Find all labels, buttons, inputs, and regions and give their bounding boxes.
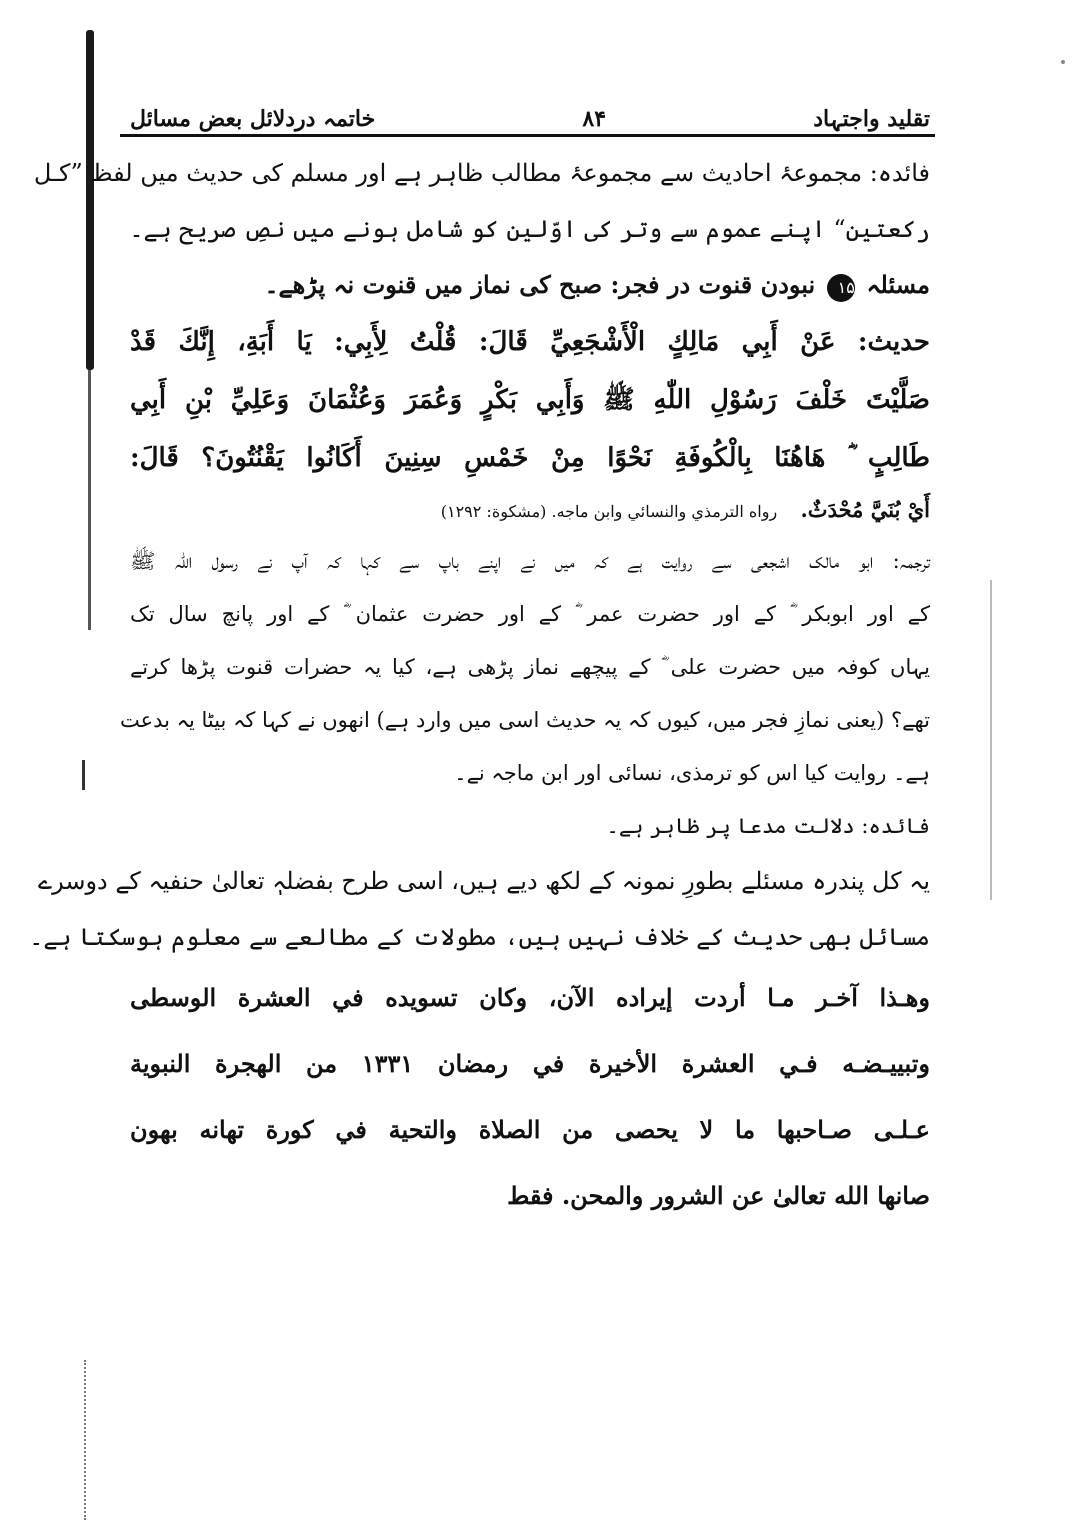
header-right-title: خاتمہ دردلائل بعض مسائل	[130, 106, 376, 132]
translation-line-5: ہے۔ روایت کیا اس کو ترمذی، نسائی اور ابن ماجہ نے۔	[454, 761, 930, 785]
scan-edge-line	[88, 370, 91, 630]
hadith-line-3: طَالِبٍ ؓ هَاهُنَا بِالْكُوفَةِ نَحْوًا مِنْ خَمْسِ سِنِينَ أَكَانُوا يَقْنُتُونَ؟ قَالَ:	[130, 443, 930, 473]
arabic-closing-line-2: وتبييـضـه فـي العشرة الأخيرة في رمضان ۱۳۳۱ من الهجرة النبوية	[130, 1049, 930, 1078]
margin-mark	[82, 760, 85, 790]
hadith-reference: رواه الترمذي والنسائي وابن ماجه. (مشكوة: ۱۲۹۲)	[440, 502, 778, 521]
closing-line-1: یہ کل پندرہ مسئلے بطورِ نمونہ کے لکھ دیے ہیں، اسی طرح بفضلہٖ تعالیٰ حنفیہ کے دوسرے	[38, 867, 930, 895]
masala-number-badge: ۱۵	[827, 274, 855, 302]
hadith-ending: أَيْ بُنَيَّ مُحْدَثٌ.	[800, 497, 930, 522]
page-number: ۸۴	[582, 106, 607, 132]
translation-line-4: تھے؟ (یعنی نمازِ فجر میں، کیوں کہ یہ حدیث اسی میں وارد ہے) انھوں نے کہا کہ بیٹا یہ بدعت	[119, 708, 930, 732]
hadith-line-1: حدیث: عَنْ أَبِي مَالِكٍ الْأَشْجَعِيِّ قَالَ: قُلْتُ لِأَبِي: يَا أَبَةِ، إِنَّكَ قَدْ	[130, 327, 930, 357]
page-header	[130, 92, 930, 132]
scan-speck	[1061, 60, 1065, 64]
margin-dotted-line	[84, 1360, 88, 1520]
scan-right-line	[990, 580, 992, 900]
arabic-closing-line-3: عـلـى صـاحبها ما لا يحصى من الصلاة والتحية في كورة تهانه بهون	[130, 1115, 930, 1144]
fawaid-line-1: فائدہ: مجموعۂ احادیث سے مجموعۂ مطالب ظاہر ہے اور مسلم کی حدیث میں لفظ ”کـل	[33, 159, 930, 187]
hadith-last-line	[130, 487, 930, 535]
header-left-title: تقلید واجتہاد	[813, 106, 930, 132]
masala-text: نبودن قنوت در فجر: صبح کی نماز میں قنوت نہ پڑھے۔	[264, 270, 816, 299]
translation-line-1: ترجمہ: ابو مالک اشجعی سے روایت ہے کہ میں نے اپنے باپ سے کہا کہ آپ نے رسول اللہ ﷺ	[130, 549, 930, 573]
fawaid-line-2: رکعتین“ اپنے عموم سے وتر کی اوّلین کو شامل ہونے میں نصِ صریح ہے۔	[129, 215, 930, 243]
arabic-closing-line-1: وهـذا آخـر مـا أردت إيراده الآن، وكان تسويده في العشرة الوسطى	[130, 983, 930, 1012]
masala-prefix: مسئلہ	[866, 270, 930, 299]
closing-line-2: مسائل بھی حدیث کے خلاف نہیں ہیں، مطولات کے مطالعے سے معلوم ہوسکتا ہے۔	[29, 923, 930, 951]
masala-heading	[130, 257, 930, 313]
fawaid-2: فائدہ: دلالت مدعا پر ظاہر ہے۔	[606, 814, 930, 838]
hadith-line-2: صَلَّيْتَ خَلْفَ رَسُوْلِ اللّٰهِ ﷺ وَأَبِي بَكْرٍ وَعُمَرَ وَعُثْمَانَ وَعَلِيِّ بْنِ أَبِي	[130, 385, 930, 415]
page-body	[29, 145, 930, 1229]
translation-line-2: کے اور ابوبکر ؓ کے اور حضرت عمر ؓ کے اور حضرت عثمان ؓ کے اور پانچ سال تک	[130, 602, 930, 626]
arabic-closing-line-4: صانها الله تعالىٰ عن الشرور والمحن. فقط	[507, 1181, 930, 1210]
translation-line-3: یہاں کوفہ میں حضرت علی ؓ کے پیچھے نماز پڑھی ہے، کیا یہ حضرات قنوت پڑھا کرتے	[130, 655, 930, 679]
header-rule	[120, 134, 935, 137]
